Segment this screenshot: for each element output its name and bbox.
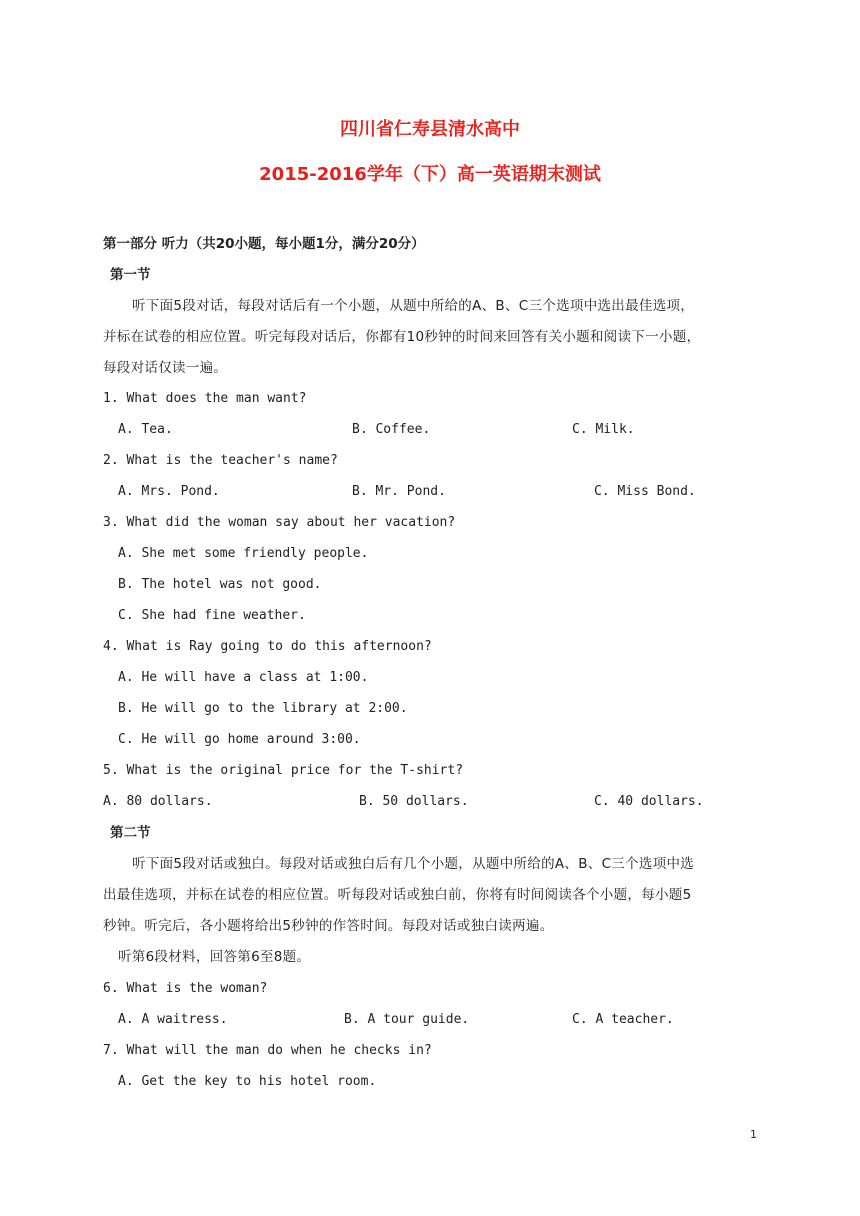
instructions-line: 听下面5段对话或独白。每段对话或独白后有几个小题，从题中所给的A、B、C三个选项中选 — [132, 856, 695, 872]
question-stem: 5. What is the original price for the T-shirt? — [103, 763, 464, 778]
question-stem: 4. What is Ray going to do this afternoon? — [103, 639, 432, 654]
option-a: A. 80 dollars. — [103, 794, 213, 809]
option-c: C. She had fine weather. — [118, 608, 306, 623]
option-b: B. A tour guide. — [344, 1012, 470, 1027]
question-stem: 6. What is the woman? — [103, 981, 268, 996]
question-stem: 7. What will the man do when he checks in? — [103, 1043, 432, 1058]
option-b: B. Mr. Pond. — [352, 484, 446, 499]
option-c: C. Miss Bond. — [594, 484, 696, 499]
instructions-line: 并标在试卷的相应位置。听完每段对话后，你都有10秒钟的时间来回答有关小题和阅读下一小题， — [103, 329, 701, 345]
question-stem: 2. What is the teacher's name? — [103, 453, 338, 468]
page-number: 1 — [750, 1128, 757, 1141]
instructions-line: 每段对话仅读一遍。 — [103, 360, 228, 376]
option-c: C. Milk. — [572, 422, 635, 437]
question-stem: 3. What did the woman say about her vacation? — [103, 515, 456, 530]
material-heading: 听第6段材料，回答第6至8题。 — [118, 949, 311, 965]
option-b: B. The hotel was not good. — [118, 577, 322, 592]
option-a: A. Get the key to his hotel room. — [118, 1074, 377, 1089]
section2-heading: 第二节 — [110, 825, 151, 841]
option-b: B. 50 dollars. — [359, 794, 469, 809]
option-a: A. Mrs. Pond. — [118, 484, 220, 499]
instructions-line: 出最佳选项，并标在试卷的相应位置。听每段对话或独白前，你将有时间阅读各个小题，每小题5 — [103, 887, 692, 903]
option-c: C. He will go home around 3:00. — [118, 732, 361, 747]
section1-heading: 第一节 — [110, 267, 151, 283]
question-stem: 1. What does the man want? — [103, 391, 307, 406]
option-a: A. She met some friendly people. — [118, 546, 369, 561]
school-title: 四川省仁寿县清水高中 — [340, 119, 520, 140]
option-a: A. He will have a class at 1:00. — [118, 670, 369, 685]
option-b: B. Coffee. — [352, 422, 431, 437]
option-a: A. A waitress. — [118, 1012, 228, 1027]
option-c: C. 40 dollars. — [594, 794, 704, 809]
option-b: B. He will go to the library at 2:00. — [118, 701, 408, 716]
part1-heading: 第一部分 听力（共20小题，每小题1分，满分20分） — [103, 236, 425, 252]
instructions-line: 听下面5段对话，每段对话后有一个小题，从题中所给的A、B、C三个选项中选出最佳选项， — [132, 298, 695, 314]
option-a: A. Tea. — [118, 422, 173, 437]
option-c: C. A teacher. — [572, 1012, 674, 1027]
exam-title: 2015-2016学年（下）高一英语期末测试 — [259, 164, 601, 185]
instructions-line: 秒钟。听完后，各小题将给出5秒钟的作答时间。每段对话或独白读两遍。 — [103, 918, 554, 934]
